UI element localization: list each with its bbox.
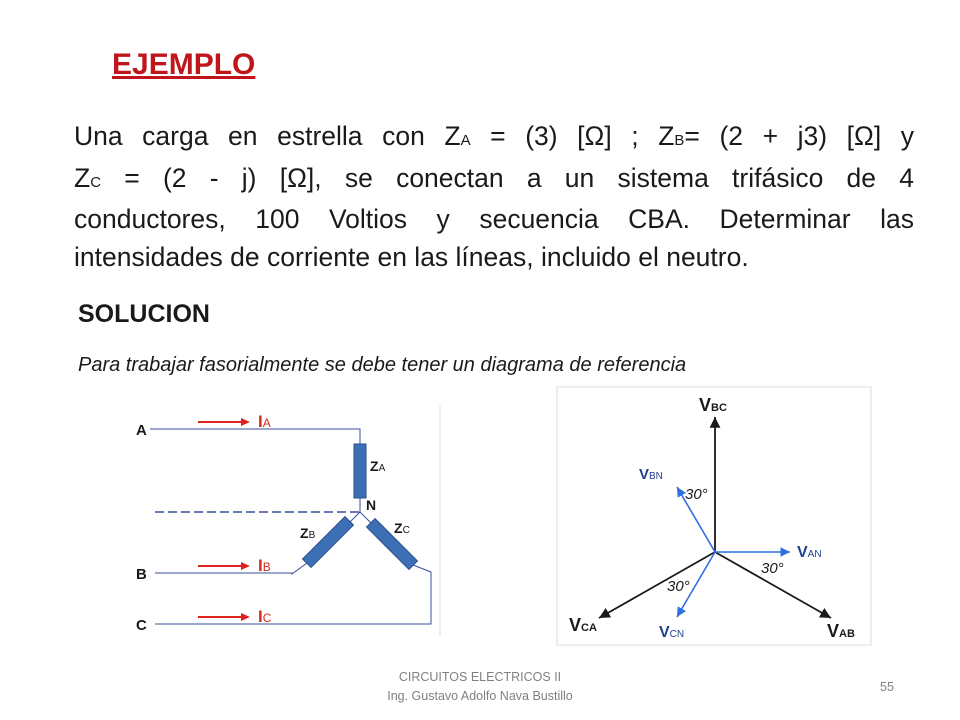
problem-statement	[74, 118, 914, 276]
problem-line-1	[74, 118, 914, 160]
current-c-arrowhead	[241, 613, 250, 621]
vcn-label	[659, 624, 684, 641]
vca-label	[569, 615, 597, 635]
wye-circuit-diagram	[120, 396, 445, 641]
impedance-b-symbol: Z	[300, 525, 309, 541]
vab-label	[827, 621, 855, 641]
impedance-a-label	[370, 458, 386, 474]
wire-n-c	[360, 512, 372, 524]
line-b-label: B	[136, 566, 147, 583]
current-a-symbol: I	[258, 412, 263, 431]
vbc-subscript: BC	[711, 402, 727, 414]
problem-text: = (2 + j3) [Ω] y	[684, 121, 915, 151]
subscript: C	[90, 173, 102, 191]
line-a-label: A	[136, 422, 147, 439]
subscript: B	[674, 132, 685, 149]
phasor-reference-diagram	[555, 385, 875, 650]
impedance-b	[303, 517, 354, 568]
neutral-label: N	[366, 497, 377, 513]
vca-vector	[599, 552, 715, 618]
current-b-label	[258, 556, 271, 575]
footer	[360, 668, 600, 706]
vca-symbol: V	[569, 615, 582, 635]
page-number: 55	[880, 680, 894, 694]
impedance-c	[367, 519, 418, 570]
van-label	[797, 544, 822, 561]
problem-text: Z	[74, 162, 91, 193]
impedance-c-subscript: C	[402, 525, 410, 536]
vbn-symbol: V	[639, 466, 650, 483]
impedance-b-label	[300, 525, 316, 541]
wire-a	[150, 429, 360, 444]
current-b-subscript: B	[262, 560, 271, 574]
van-subscript: AN	[807, 549, 822, 560]
impedance-a	[354, 444, 366, 498]
current-c-subscript: C	[262, 611, 272, 625]
current-a-label	[258, 412, 271, 431]
problem-text: = (2 - j) [Ω], se conectan a un sistema trifásico de 4	[101, 162, 914, 193]
problem-text: = (3) [Ω] ; Z	[470, 121, 675, 151]
current-a-arrowhead	[241, 418, 250, 426]
slide-title: EJEMPLO	[112, 48, 256, 81]
impedance-c-symbol: Z	[394, 520, 403, 536]
footer-course: CIRCUITOS ELECTRICOS II	[398, 670, 562, 684]
vcn-subscript: CN	[669, 629, 685, 640]
problem-text: Una carga en estrella con Z	[74, 121, 461, 151]
impedance-b-subscript: B	[308, 530, 316, 541]
problem-line-2	[74, 160, 914, 202]
vab-subscript: AB	[839, 628, 855, 640]
current-c-label	[258, 607, 272, 626]
current-b-arrowhead	[241, 562, 250, 570]
angle-label-van: 30°	[761, 560, 784, 577]
current-a-subscript: A	[262, 416, 271, 430]
current-b-symbol: I	[258, 556, 263, 575]
impedance-a-subscript: A	[378, 463, 386, 474]
subscript: A	[460, 132, 471, 149]
solution-heading: SOLUCION	[78, 300, 210, 328]
vab-symbol: V	[827, 621, 840, 641]
vbn-subscript: BN	[649, 471, 663, 482]
impedance-c-label	[394, 520, 410, 536]
vbc-symbol: V	[699, 395, 712, 415]
impedance-a-symbol: Z	[370, 458, 379, 474]
angle-label-bvn: 30°	[685, 486, 708, 503]
van-symbol: V	[797, 544, 808, 561]
intro-text: Para trabajar fasorialmente se debe tener un diagrama de referencia	[78, 354, 687, 376]
vbn-label	[639, 466, 663, 483]
phasor-frame	[557, 387, 871, 645]
vcn-symbol: V	[659, 624, 670, 641]
wire-b	[155, 563, 307, 574]
vca-subscript: CA	[581, 622, 597, 634]
footer-author: Ing. Gustavo Adolfo Nava Bustillo	[387, 689, 573, 703]
problem-line-4: intensidades de corriente en las líneas, incluido el neutro.	[74, 241, 749, 272]
current-c-symbol: I	[258, 607, 263, 626]
problem-line-3: conductores, 100 Voltios y secuencia CBA. Determinar las	[74, 204, 914, 234]
vbc-label	[699, 395, 727, 415]
line-c-label: C	[136, 617, 147, 634]
angle-label-vcn: 30°	[667, 578, 690, 595]
